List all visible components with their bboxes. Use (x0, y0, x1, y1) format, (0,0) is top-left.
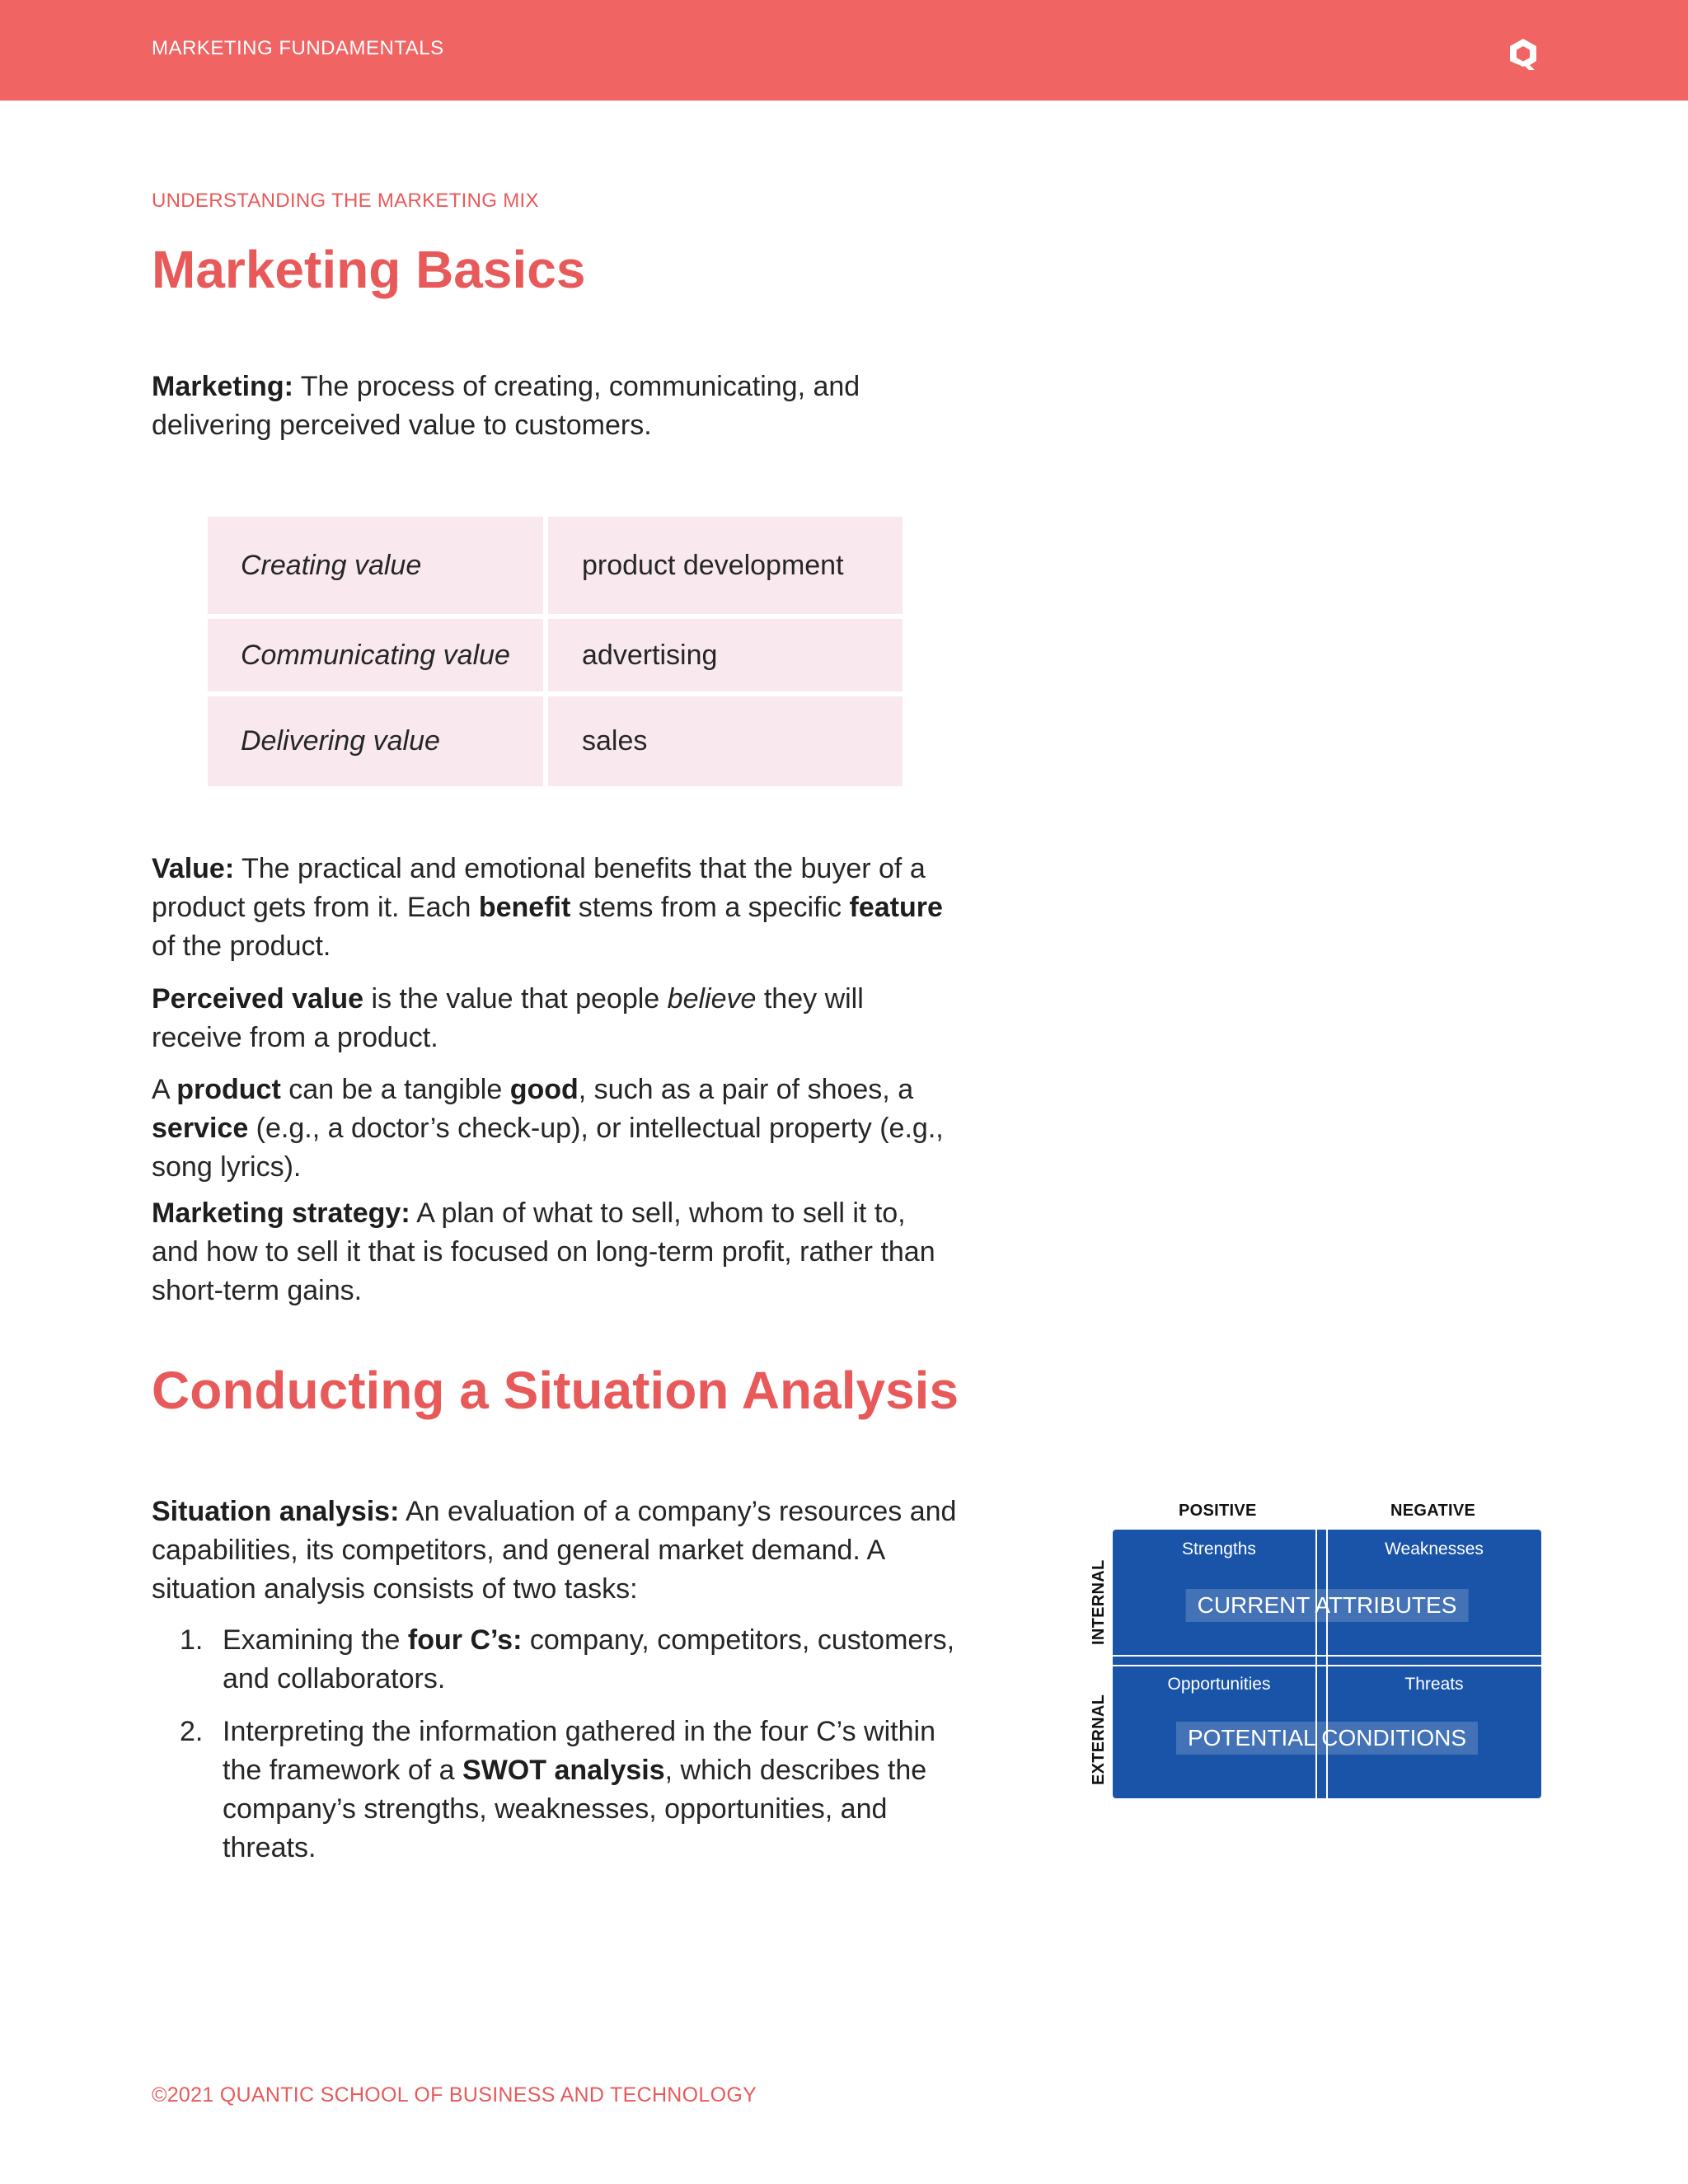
list-number: 1. (180, 1624, 204, 1656)
emphasis-believe: believe (667, 983, 757, 1015)
table-cell-value: sales (548, 696, 903, 786)
marketing-mix-table (208, 517, 903, 791)
definition-text: stems from a specific (570, 892, 850, 923)
table-row (208, 517, 903, 614)
definition-text: of the product. (152, 930, 331, 962)
term-swot-analysis: SWOT analysis (462, 1755, 665, 1786)
swot-divider (1113, 1665, 1541, 1666)
tasks-list (152, 1621, 959, 1882)
swot-threats: Threats (1404, 1675, 1464, 1694)
swot-weaknesses: Weaknesses (1385, 1540, 1484, 1558)
term-product: product (176, 1074, 281, 1105)
definition-situation-analysis (152, 1493, 959, 1609)
list-text: , which describes the company’s strengths, weaknesses, opportunities, and threats. (223, 1755, 927, 1863)
swot-diagram (1071, 1492, 1550, 1805)
term-perceived-value: Perceived value (152, 983, 364, 1015)
table-cell-label: Delivering value (208, 696, 543, 786)
heading-marketing-basics: Marketing Basics (152, 240, 586, 299)
definition-text: can be a tangible (280, 1074, 510, 1105)
table-cell-label: Creating value (208, 517, 543, 614)
swot-col-positive: POSITIVE (1179, 1502, 1257, 1520)
definition-perceived-value (152, 980, 959, 1057)
term-marketing: Marketing: (152, 371, 293, 402)
swot-divider (1113, 1655, 1541, 1657)
definition-value (152, 850, 959, 966)
list-text: company, competitors, customers, and collaborators. (223, 1624, 955, 1694)
list-text: Examining the (223, 1624, 408, 1656)
table-cell-label: Communicating value (208, 619, 543, 691)
swot-grid (1113, 1530, 1541, 1798)
page-footer: ©2021 QUANTIC SCHOOL OF BUSINESS AND TECHNOLOGY (152, 2083, 757, 2107)
list-number: 2. (180, 1716, 204, 1747)
term-service: service (152, 1113, 249, 1144)
table-cell-value: product development (548, 517, 903, 614)
definition-text: A (152, 1074, 177, 1105)
definition-text: The practical and emotional benefits that the buyer of a product gets from it. Each (152, 853, 926, 923)
swot-opportunities: Opportunities (1167, 1675, 1271, 1694)
definition-text: , such as a pair of shoes, a (578, 1074, 914, 1105)
table-row (208, 619, 903, 691)
definition-text: is the value that people (363, 983, 668, 1015)
definition-marketing-strategy (152, 1194, 959, 1310)
list-item (152, 1713, 959, 1868)
definition-product (152, 1071, 959, 1187)
term-benefit: benefit (478, 892, 571, 923)
list-text: Interpreting the information gathered in the four C’s within the framework of a (223, 1716, 935, 1786)
list-item (152, 1621, 959, 1699)
table-row (208, 696, 903, 786)
term-situation-analysis: Situation analysis: (152, 1496, 400, 1527)
heading-situation-analysis: Conducting a Situation Analysis (152, 1361, 959, 1420)
swot-divider (1315, 1530, 1317, 1798)
section-eyebrow: UNDERSTANDING THE MARKETING MIX (152, 190, 539, 212)
term-marketing-strategy: Marketing strategy: (152, 1197, 410, 1229)
swot-strengths: Strengths (1182, 1540, 1256, 1558)
header-title: MARKETING FUNDAMENTALS (152, 37, 444, 59)
swot-potential-conditions: POTENTIAL CONDITIONS (1176, 1722, 1478, 1755)
definition-text: A plan of what to sell, whom to sell it to, and how to sell it that is focused on long-term profit, rather than short-term gains. (152, 1197, 935, 1306)
term-value: Value: (152, 853, 235, 884)
swot-row-internal: INTERNAL (1090, 1559, 1108, 1645)
table-cell-value: advertising (548, 619, 903, 691)
definition-text: An evaluation of a company’s resources and capabilities, its competitors, and general market demand. A situation analysis consists of two tasks: (152, 1496, 957, 1605)
page-header (0, 0, 1688, 101)
swot-row-external: EXTERNAL (1090, 1694, 1108, 1785)
term-four-cs: four C’s: (407, 1624, 523, 1656)
term-good: good (509, 1074, 579, 1105)
definition-marketing (152, 368, 959, 445)
swot-divider (1326, 1530, 1328, 1798)
definition-text: The process of creating, communicating, and delivering perceived value to customers. (152, 371, 860, 441)
definition-text: they will receive from a product. (152, 983, 864, 1053)
quantic-logo-icon (1507, 37, 1539, 72)
swot-col-negative: NEGATIVE (1390, 1502, 1476, 1520)
definition-text: (e.g., a doctor’s check-up), or intellectual property (e.g., song lyrics). (152, 1113, 944, 1183)
swot-current-attributes: CURRENT ATTRIBUTES (1186, 1589, 1469, 1622)
term-feature: feature (849, 892, 943, 923)
